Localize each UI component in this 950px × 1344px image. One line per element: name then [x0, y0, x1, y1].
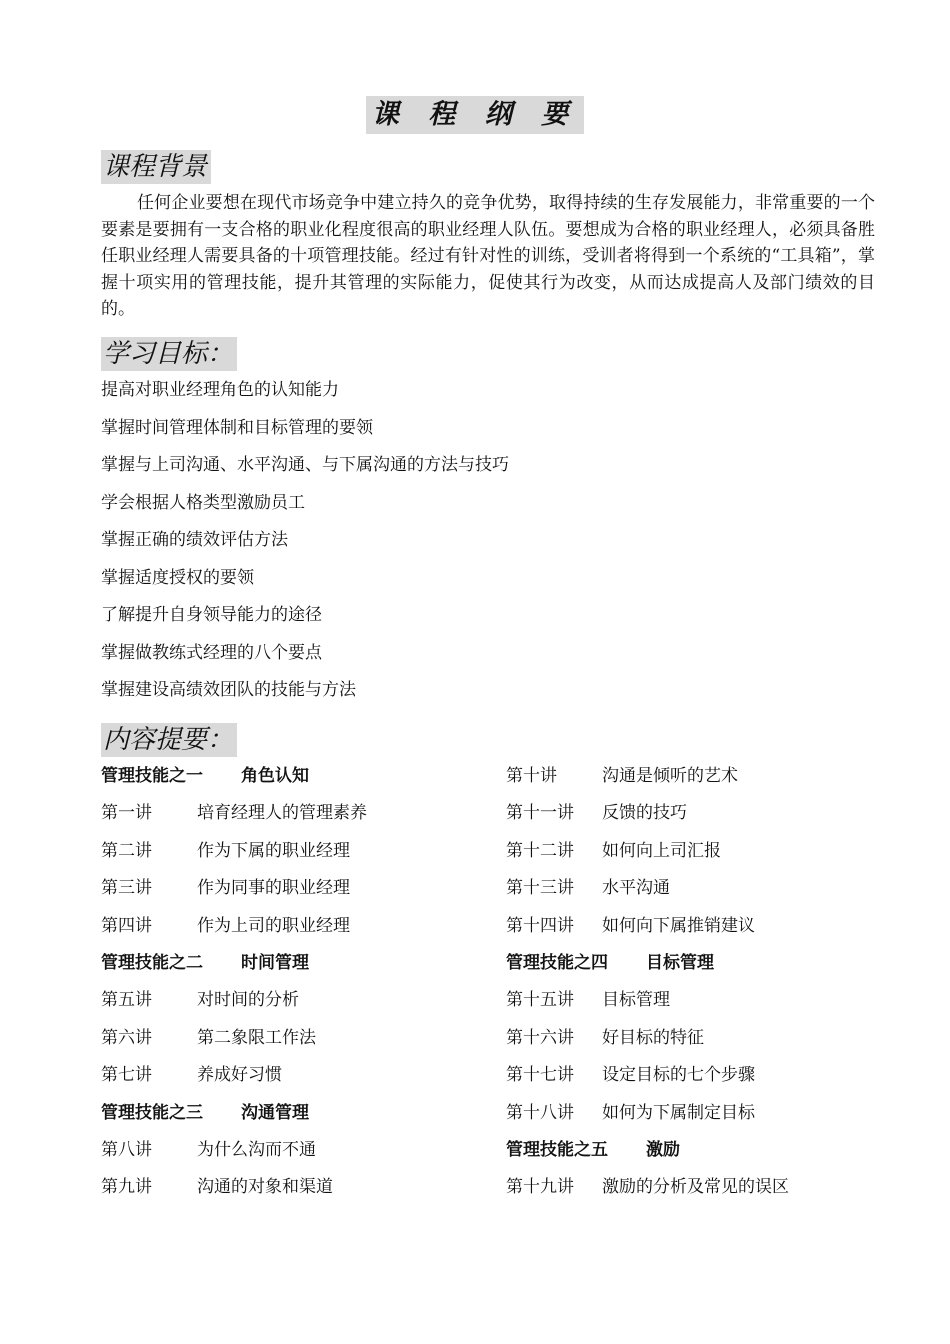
lecture-row [101, 987, 521, 1024]
module-title: 目标管理 [646, 952, 714, 973]
objective-item: 掌握做教练式经理的八个要点 [101, 642, 322, 663]
lecture-number: 第十六讲 [506, 1027, 574, 1048]
lecture-number: 第二讲 [101, 840, 152, 861]
objective-item: 掌握时间管理体制和目标管理的要领 [101, 417, 373, 438]
lecture-title: 目标管理 [602, 990, 670, 1011]
objective-item: 掌握正确的绩效评估方法 [101, 530, 288, 550]
section-heading-background: 课程背景 [101, 150, 211, 184]
module-number: 管理技能之一 [101, 766, 203, 786]
objective-item: 掌握建设高绩效团队的技能与方法 [101, 680, 356, 700]
lecture-title: 作为下属的职业经理 [197, 840, 350, 861]
contents-right-column [506, 763, 926, 1212]
lecture-title: 沟通的对象和渠道 [197, 1177, 333, 1198]
lecture-row [506, 875, 926, 912]
lecture-row [101, 838, 521, 875]
lecture-row [101, 913, 521, 950]
lecture-title: 反馈的技巧 [602, 803, 687, 824]
lecture-row [506, 838, 926, 875]
objective-item: 学会根据人格类型激励员工 [101, 492, 305, 513]
section-heading-objectives: 学习目标： [101, 337, 237, 371]
lecture-number: 第十七讲 [506, 1065, 574, 1086]
lecture-title: 激励的分析及常见的误区 [602, 1177, 789, 1198]
module-number: 管理技能之四 [506, 952, 608, 973]
objective-item: 提高对职业经理角色的认知能力 [101, 380, 339, 400]
section-heading-contents: 内容提要： [101, 723, 237, 757]
lecture-number: 第四讲 [101, 915, 152, 936]
lecture-number: 第十二讲 [506, 840, 574, 861]
lecture-number: 第六讲 [101, 1027, 152, 1048]
lecture-number: 第九讲 [101, 1177, 152, 1198]
module-heading-row [506, 1137, 926, 1174]
lecture-title: 水平沟通 [602, 878, 670, 899]
objective-item: 了解提升自身领导能力的途径 [101, 605, 322, 625]
module-title: 沟通管理 [241, 1102, 309, 1123]
lecture-number: 第十三讲 [506, 878, 574, 899]
contents-left-column [101, 763, 521, 1212]
lecture-number: 第七讲 [101, 1065, 152, 1086]
lecture-number: 第八讲 [101, 1139, 152, 1160]
lecture-row [506, 1100, 926, 1137]
lecture-row [506, 763, 926, 800]
lecture-number: 第十九讲 [506, 1177, 574, 1198]
lecture-row [506, 1174, 926, 1211]
lecture-number: 第十四讲 [506, 915, 574, 936]
lecture-row [101, 1062, 521, 1099]
lecture-title: 沟通是倾听的艺术 [602, 766, 738, 786]
lecture-number: 第十一讲 [506, 803, 574, 824]
document-title [0, 96, 950, 134]
background-paragraph: 任何企业要想在现代市场竞争中建立持久的竞争优势，取得持续的生存发展能力，非常重要的一个要素是要拥有一支合格的职业化程度很高的职业经理人队伍。要想成为合格的职业经理人，必须具备胜任职业经理人需要具备的十项管理技能。经过有针对性的训练，受训者将得到一个系统的“工具箱”，掌握十项实用的管理技能，提升其管理的实际能力，促使其行为改变，从而达成提高人及部门绩效的目的。 [101, 193, 875, 319]
lecture-number: 第一讲 [101, 803, 152, 824]
module-heading-row [101, 950, 521, 987]
lecture-number: 第五讲 [101, 990, 152, 1011]
lecture-title: 如何向上司汇报 [602, 840, 721, 861]
module-number: 管理技能之二 [101, 952, 203, 973]
objective-item: 掌握与上司沟通、水平沟通、与下属沟通的方法与技巧 [101, 455, 509, 475]
lecture-title: 为什么沟而不通 [197, 1139, 316, 1160]
module-number: 管理技能之五 [506, 1139, 608, 1160]
module-title: 时间管理 [241, 952, 309, 973]
lecture-row [101, 875, 521, 912]
lecture-title: 培育经理人的管理素养 [197, 803, 367, 824]
lecture-number: 第三讲 [101, 878, 152, 899]
lecture-number: 第十八讲 [506, 1102, 574, 1123]
lecture-row [101, 1137, 521, 1174]
lecture-title: 养成好习惯 [197, 1065, 282, 1086]
module-heading-row [101, 763, 521, 800]
module-heading-row [101, 1100, 521, 1137]
lecture-row [506, 987, 926, 1024]
lecture-row [506, 1025, 926, 1062]
lecture-row [506, 1062, 926, 1099]
lecture-title: 设定目标的七个步骤 [602, 1065, 755, 1086]
lecture-title: 好目标的特征 [602, 1027, 704, 1048]
lecture-title: 作为上司的职业经理 [197, 915, 350, 936]
document-title-text: 课 程 纲 要 [366, 96, 584, 134]
lecture-title: 对时间的分析 [197, 990, 299, 1011]
module-title: 激励 [646, 1139, 680, 1160]
lecture-number: 第十讲 [506, 766, 557, 786]
lecture-title: 第二象限工作法 [197, 1027, 316, 1048]
lecture-title: 如何为下属制定目标 [602, 1102, 755, 1123]
objectives-list [101, 376, 875, 714]
lecture-row [101, 1025, 521, 1062]
lecture-title: 作为同事的职业经理 [197, 878, 350, 899]
module-title: 角色认知 [241, 766, 309, 786]
lecture-title: 如何向下属推销建议 [602, 915, 755, 936]
lecture-row [506, 800, 926, 837]
lecture-row [101, 1174, 521, 1211]
lecture-row [506, 913, 926, 950]
module-heading-row [506, 950, 926, 987]
lecture-row [101, 800, 521, 837]
module-number: 管理技能之三 [101, 1102, 203, 1123]
lecture-number: 第十五讲 [506, 990, 574, 1011]
objective-item: 掌握适度授权的要领 [101, 567, 254, 588]
